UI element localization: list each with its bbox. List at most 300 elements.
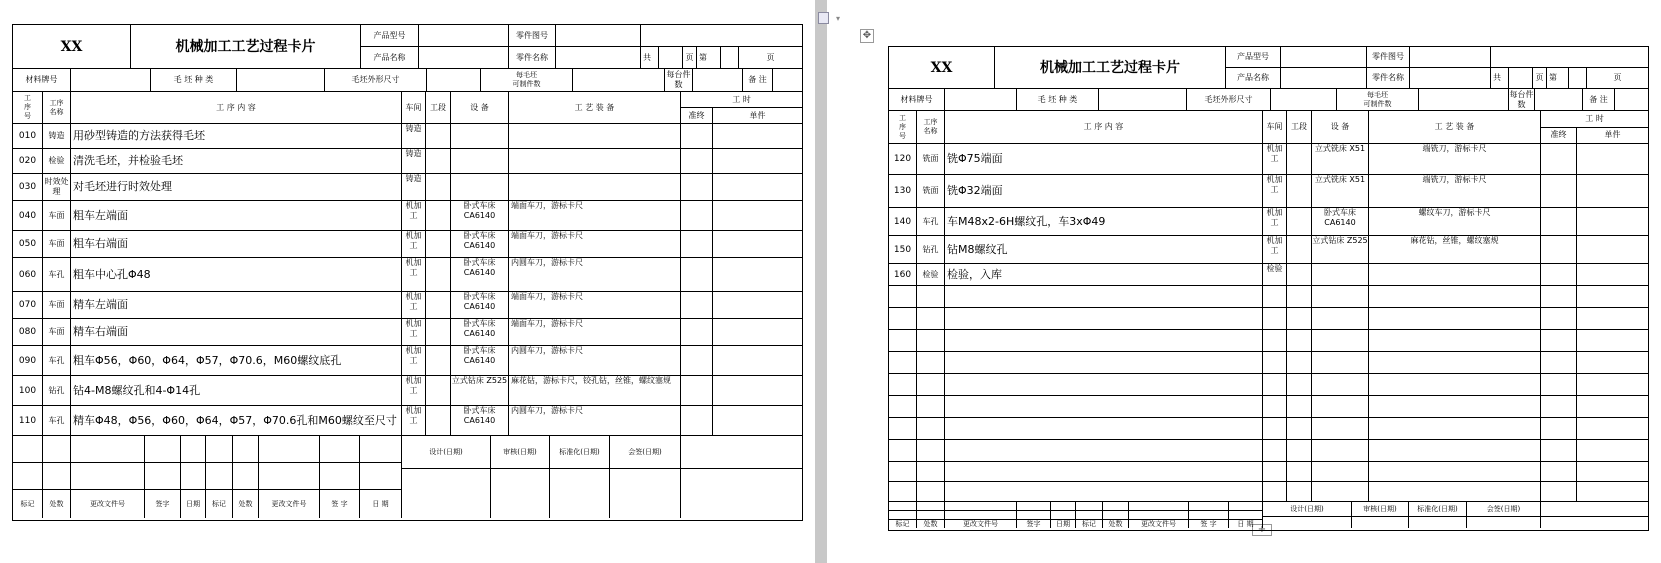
right-row-op-content[interactable]: 钻M8螺纹孔 — [945, 236, 1263, 264]
left-row-unit-time[interactable] — [713, 376, 802, 406]
right-footer-change-doc-2[interactable]: 更改文件号 — [1129, 520, 1189, 528]
right-row-tooling[interactable]: 端铣刀，游标卡尺 — [1369, 175, 1541, 208]
right-remarks-value[interactable] — [1615, 89, 1648, 111]
right-row-tooling[interactable] — [1369, 418, 1541, 440]
right-standard-date-value[interactable] — [1409, 517, 1467, 528]
right-row-op-content[interactable]: 铣Φ32端面 — [945, 175, 1263, 208]
right-row-op-name[interactable] — [917, 330, 945, 352]
right-header-blank[interactable] — [1491, 47, 1648, 68]
right-row-unit-time[interactable] — [1577, 144, 1648, 175]
left-row-op-content[interactable]: 用砂型铸造的方法获得毛坯 — [71, 124, 402, 149]
left-col-workshop[interactable]: 车间 — [402, 92, 426, 124]
left-nth-label[interactable]: 第 — [697, 47, 721, 69]
right-page-label-2[interactable]: 页 — [1587, 68, 1648, 89]
right-row-section[interactable] — [1287, 374, 1312, 396]
right-per-unit-value[interactable] — [1535, 89, 1583, 111]
chevron-down-icon[interactable]: ▾ — [836, 14, 841, 23]
left-row-prep-time[interactable] — [681, 201, 713, 231]
left-row-prep-time[interactable] — [681, 376, 713, 406]
left-col-time[interactable]: 工 时 — [681, 92, 802, 108]
right-row-section[interactable] — [1287, 352, 1312, 374]
right-row-op-no[interactable]: 150 — [889, 236, 917, 264]
right-row-section[interactable] — [1287, 462, 1312, 482]
left-footer-blank-cell[interactable] — [320, 463, 360, 490]
left-row-op-name[interactable]: 车面 — [43, 201, 71, 231]
right-col-equipment[interactable]: 设 备 — [1312, 111, 1369, 144]
right-col-op-no[interactable]: 工 序 号 — [889, 111, 917, 144]
right-row-prep-time[interactable] — [1541, 440, 1577, 462]
left-footer-blank-cell[interactable] — [71, 436, 145, 463]
left-per-blank-label[interactable]: 每毛坯 可制件数 — [481, 69, 573, 92]
left-row-prep-time[interactable] — [681, 174, 713, 201]
right-design-date[interactable]: 设计(日期) — [1263, 502, 1352, 517]
right-col-op-content[interactable]: 工 序 内 容 — [945, 111, 1263, 144]
right-row-op-no[interactable]: 130 — [889, 175, 917, 208]
right-row-section[interactable] — [1287, 482, 1312, 502]
left-row-workshop[interactable]: 机加工 — [402, 346, 426, 376]
left-logo[interactable]: XX — [13, 25, 131, 69]
left-page-label-2[interactable]: 页 — [739, 47, 802, 69]
left-row-prep-time[interactable] — [681, 346, 713, 376]
left-row-tooling[interactable] — [509, 174, 681, 201]
right-row-unit-time[interactable] — [1577, 482, 1648, 502]
right-row-op-no[interactable] — [889, 286, 917, 308]
right-footer-blank-cell[interactable] — [1017, 502, 1051, 511]
right-footer-blank-cell[interactable] — [1103, 502, 1129, 511]
right-row-section[interactable] — [1287, 286, 1312, 308]
left-product-name-value[interactable] — [419, 47, 509, 69]
right-row-workshop[interactable] — [1263, 418, 1287, 440]
right-row-equipment[interactable] — [1312, 352, 1369, 374]
right-row-unit-time[interactable] — [1577, 418, 1648, 440]
right-footer-blank-cell[interactable] — [1129, 511, 1189, 520]
right-col-workshop[interactable]: 车间 — [1263, 111, 1287, 144]
right-row-equipment[interactable] — [1312, 286, 1369, 308]
left-footer-date[interactable]: 日期 — [181, 490, 206, 518]
right-row-op-no[interactable] — [889, 308, 917, 330]
right-footer-blank-cell[interactable] — [1189, 511, 1229, 520]
left-row-op-no[interactable]: 060 — [13, 258, 43, 292]
right-row-op-no[interactable] — [889, 374, 917, 396]
right-blank-type-label[interactable]: 毛 坯 种 类 — [1017, 89, 1099, 111]
left-row-op-no[interactable]: 110 — [13, 406, 43, 436]
right-footer-blank-cell[interactable] — [945, 502, 1017, 511]
right-footer-blank-cell[interactable] — [1017, 511, 1051, 520]
right-footer-mark[interactable]: 标记 — [889, 520, 917, 528]
right-row-workshop[interactable] — [1263, 482, 1287, 502]
left-product-model-label[interactable]: 产品型号 — [361, 25, 419, 47]
left-product-name-label[interactable]: 产品名称 — [361, 47, 419, 69]
table-add-row-icon[interactable]: + — [1252, 524, 1272, 536]
right-footer-signature-2[interactable]: 签 字 — [1189, 520, 1229, 528]
left-row-workshop[interactable]: 机加工 — [402, 231, 426, 258]
left-row-op-content[interactable]: 清洗毛坯，并检验毛坯 — [71, 149, 402, 174]
left-blank-type-value[interactable] — [237, 69, 325, 92]
right-logo[interactable]: XX — [889, 47, 995, 89]
left-row-unit-time[interactable] — [713, 201, 802, 231]
left-part-drawing-value[interactable] — [556, 25, 641, 47]
right-per-unit-label[interactable]: 每台件数 — [1509, 89, 1535, 111]
right-row-op-no[interactable]: 120 — [889, 144, 917, 175]
left-footer-blank-cell[interactable] — [206, 463, 233, 490]
right-row-op-content[interactable] — [945, 286, 1263, 308]
right-row-tooling[interactable] — [1369, 374, 1541, 396]
right-blank-size-label[interactable]: 毛坯外形尺寸 — [1187, 89, 1271, 111]
right-footer-blank-cell[interactable] — [1129, 502, 1189, 511]
right-row-workshop[interactable] — [1263, 352, 1287, 374]
left-footer-blank-cell[interactable] — [181, 436, 206, 463]
left-row-unit-time[interactable] — [713, 319, 802, 346]
left-footer-blank-cell[interactable] — [206, 436, 233, 463]
right-per-blank-label[interactable]: 每毛坯 可制件数 — [1337, 89, 1419, 111]
left-row-op-name[interactable]: 车孔 — [43, 346, 71, 376]
left-standard-date[interactable]: 标准化(日期) — [550, 436, 610, 469]
right-row-equipment[interactable] — [1312, 418, 1369, 440]
right-row-section[interactable] — [1287, 308, 1312, 330]
left-card-title[interactable]: 机械加工工艺过程卡片 — [131, 25, 361, 69]
right-row-op-name[interactable]: 车孔 — [917, 208, 945, 236]
right-per-blank-value[interactable] — [1419, 89, 1509, 111]
left-row-op-no[interactable]: 020 — [13, 149, 43, 174]
left-row-unit-time[interactable] — [713, 124, 802, 149]
right-row-unit-time[interactable] — [1577, 396, 1648, 418]
right-row-section[interactable] — [1287, 440, 1312, 462]
left-row-workshop[interactable]: 机加工 — [402, 406, 426, 436]
left-footer-blank-cell[interactable] — [360, 463, 402, 490]
left-header-blank[interactable] — [641, 25, 802, 47]
right-footer-blank-cell[interactable] — [1051, 511, 1076, 520]
right-footer-blank-cell[interactable] — [1189, 502, 1229, 511]
right-row-op-name[interactable]: 铣面 — [917, 144, 945, 175]
right-row-op-name[interactable]: 检验 — [917, 264, 945, 286]
right-row-unit-time[interactable] — [1577, 352, 1648, 374]
left-nth-value[interactable] — [721, 47, 739, 69]
left-part-drawing-label[interactable]: 零件图号 — [509, 25, 556, 47]
right-row-op-content[interactable] — [945, 308, 1263, 330]
right-row-op-name[interactable] — [917, 352, 945, 374]
right-row-tooling[interactable] — [1369, 462, 1541, 482]
left-row-prep-time[interactable] — [681, 149, 713, 174]
left-row-section[interactable] — [426, 346, 451, 376]
left-remarks-value[interactable] — [773, 69, 802, 92]
left-row-op-name[interactable]: 钻孔 — [43, 376, 71, 406]
right-row-op-content[interactable]: 车M48x2-6H螺纹孔，车3xΦ49 — [945, 208, 1263, 236]
left-row-prep-time[interactable] — [681, 231, 713, 258]
left-per-unit-label[interactable]: 每台件数 — [665, 69, 693, 92]
table-move-handle-icon[interactable]: ✥ — [860, 29, 874, 43]
left-row-equipment[interactable]: 卧式车床 CA6140 — [451, 406, 509, 436]
right-row-prep-time[interactable] — [1541, 352, 1577, 374]
left-row-workshop[interactable]: 铸造 — [402, 174, 426, 201]
right-countersign-date-value[interactable] — [1467, 517, 1541, 528]
right-row-op-content[interactable] — [945, 418, 1263, 440]
left-row-op-content[interactable]: 粗车左端面 — [71, 201, 402, 231]
left-row-equipment[interactable]: 卧式车床 CA6140 — [451, 319, 509, 346]
left-per-blank-value[interactable] — [573, 69, 665, 92]
right-standard-date[interactable]: 标准化(日期) — [1409, 502, 1467, 517]
right-row-equipment[interactable] — [1312, 374, 1369, 396]
right-row-tooling[interactable] — [1369, 396, 1541, 418]
right-row-tooling[interactable] — [1369, 308, 1541, 330]
left-row-tooling[interactable]: 端面车刀，游标卡尺 — [509, 231, 681, 258]
left-design-date[interactable]: 设计(日期) — [402, 436, 491, 469]
left-row-tooling[interactable]: 麻花钻，游标卡尺，铰孔钻，丝锥，螺纹塞规 — [509, 376, 681, 406]
left-row-prep-time[interactable] — [681, 258, 713, 292]
left-col-op-content[interactable]: 工 序 内 容 — [71, 92, 402, 124]
right-countersign-date[interactable]: 会签(日期) — [1467, 502, 1541, 517]
right-row-op-content[interactable] — [945, 462, 1263, 482]
right-review-date[interactable]: 审核(日期) — [1352, 502, 1409, 517]
right-footer-blank-cell[interactable] — [917, 502, 945, 511]
right-row-prep-time[interactable] — [1541, 462, 1577, 482]
left-row-tooling[interactable]: 内圆车刀，游标卡尺 — [509, 258, 681, 292]
right-col-tooling[interactable]: 工 艺 装 备 — [1369, 111, 1541, 144]
right-material-value[interactable] — [945, 89, 1017, 111]
left-footer-blank-cell[interactable] — [43, 436, 71, 463]
right-row-equipment[interactable] — [1312, 330, 1369, 352]
left-row-op-content[interactable]: 粗车中心孔Φ48 — [71, 258, 402, 292]
left-row-section[interactable] — [426, 124, 451, 149]
left-row-equipment[interactable]: 立式钻床 Z525 — [451, 376, 509, 406]
right-row-tooling[interactable] — [1369, 330, 1541, 352]
right-row-op-name[interactable] — [917, 418, 945, 440]
right-remarks-label[interactable]: 备 注 — [1583, 89, 1615, 111]
right-row-unit-time[interactable] — [1577, 374, 1648, 396]
right-row-workshop[interactable] — [1263, 308, 1287, 330]
right-row-equipment[interactable]: 立式铣床 X51 — [1312, 144, 1369, 175]
right-row-equipment[interactable] — [1312, 440, 1369, 462]
right-blank-type-value[interactable] — [1099, 89, 1187, 111]
right-row-op-name[interactable] — [917, 286, 945, 308]
left-material-label[interactable]: 材料牌号 — [13, 69, 71, 92]
right-footer-mark-2[interactable]: 标记 — [1076, 520, 1103, 528]
left-footer-blank-cell[interactable] — [320, 436, 360, 463]
left-col-equipment[interactable]: 设 备 — [451, 92, 509, 124]
right-design-date-value[interactable] — [1263, 517, 1352, 528]
right-total-value[interactable] — [1509, 68, 1533, 89]
right-row-section[interactable] — [1287, 418, 1312, 440]
left-row-op-name[interactable]: 车面 — [43, 292, 71, 319]
left-footer-mark[interactable]: 标记 — [13, 490, 43, 518]
left-row-section[interactable] — [426, 292, 451, 319]
right-row-tooling[interactable] — [1369, 286, 1541, 308]
right-row-workshop[interactable]: 机加工 — [1263, 208, 1287, 236]
right-row-op-no[interactable] — [889, 462, 917, 482]
left-row-equipment[interactable]: 卧式车床 CA6140 — [451, 258, 509, 292]
left-row-op-name[interactable]: 时效处理 — [43, 174, 71, 201]
right-part-name-value[interactable] — [1410, 68, 1491, 89]
right-footer-signature[interactable]: 签字 — [1017, 520, 1051, 528]
left-col-tooling[interactable]: 工 艺 装 备 — [509, 92, 681, 124]
left-row-prep-time[interactable] — [681, 319, 713, 346]
right-row-op-content[interactable] — [945, 374, 1263, 396]
left-footer-mark-2[interactable]: 标记 — [206, 490, 233, 518]
right-row-op-no[interactable] — [889, 396, 917, 418]
left-row-op-no[interactable]: 090 — [13, 346, 43, 376]
right-footer-blank-cell[interactable] — [945, 511, 1017, 520]
right-row-prep-time[interactable] — [1541, 330, 1577, 352]
right-card-title[interactable]: 机械加工工艺过程卡片 — [995, 47, 1226, 89]
right-product-name-label[interactable]: 产品名称 — [1226, 68, 1281, 89]
left-row-unit-time[interactable] — [713, 174, 802, 201]
right-footer-blank-cell[interactable] — [889, 502, 917, 511]
right-row-op-content[interactable] — [945, 396, 1263, 418]
right-row-prep-time[interactable] — [1541, 482, 1577, 502]
right-product-name-value[interactable] — [1281, 68, 1367, 89]
left-countersign-date-value[interactable] — [610, 469, 681, 518]
left-row-equipment[interactable]: 卧式车床 CA6140 — [451, 292, 509, 319]
right-row-equipment[interactable]: 立式铣床 X51 — [1312, 175, 1369, 208]
right-row-op-name[interactable] — [917, 440, 945, 462]
left-row-op-name[interactable]: 车孔 — [43, 258, 71, 292]
right-row-unit-time[interactable] — [1577, 264, 1648, 286]
left-row-section[interactable] — [426, 258, 451, 292]
left-footer-blank-cell[interactable] — [233, 463, 259, 490]
right-product-model-value[interactable] — [1281, 47, 1367, 68]
right-approval-blank-value[interactable] — [1541, 517, 1648, 528]
left-footer-blank-cell[interactable] — [71, 463, 145, 490]
right-row-prep-time[interactable] — [1541, 208, 1577, 236]
right-row-equipment[interactable] — [1312, 264, 1369, 286]
left-review-date[interactable]: 审核(日期) — [491, 436, 550, 469]
right-row-workshop[interactable] — [1263, 462, 1287, 482]
left-row-prep-time[interactable] — [681, 124, 713, 149]
right-row-op-content[interactable] — [945, 482, 1263, 502]
left-row-tooling[interactable] — [509, 149, 681, 174]
right-col-unit-time[interactable]: 单件 — [1577, 128, 1648, 145]
right-footer-blank-cell[interactable] — [1076, 511, 1103, 520]
left-row-op-name[interactable]: 铸造 — [43, 124, 71, 149]
left-footer-blank-cell[interactable] — [259, 463, 320, 490]
right-footer-blank-cell[interactable] — [917, 511, 945, 520]
left-row-op-name[interactable]: 车孔 — [43, 406, 71, 436]
left-approval-blank-value[interactable] — [681, 469, 802, 518]
right-row-workshop[interactable] — [1263, 330, 1287, 352]
right-row-unit-time[interactable] — [1577, 175, 1648, 208]
right-row-workshop[interactable]: 机加工 — [1263, 175, 1287, 208]
right-row-workshop[interactable] — [1263, 396, 1287, 418]
left-row-unit-time[interactable] — [713, 258, 802, 292]
left-row-tooling[interactable]: 端面车刀，游标卡尺 — [509, 319, 681, 346]
right-row-workshop[interactable]: 机加工 — [1263, 144, 1287, 175]
left-row-op-content[interactable]: 精车右端面 — [71, 319, 402, 346]
left-approval-blank[interactable] — [681, 436, 802, 469]
right-row-equipment[interactable] — [1312, 482, 1369, 502]
right-row-tooling[interactable]: 螺纹车刀，游标卡尺 — [1369, 208, 1541, 236]
right-row-section[interactable] — [1287, 208, 1312, 236]
right-row-equipment[interactable] — [1312, 308, 1369, 330]
left-part-name-label[interactable]: 零件名称 — [509, 47, 556, 69]
left-row-equipment[interactable] — [451, 149, 509, 174]
right-row-tooling[interactable] — [1369, 352, 1541, 374]
right-row-equipment[interactable]: 卧式车床 CA6140 — [1312, 208, 1369, 236]
left-row-section[interactable] — [426, 201, 451, 231]
left-row-unit-time[interactable] — [713, 406, 802, 436]
left-part-name-value[interactable] — [556, 47, 641, 69]
left-countersign-date[interactable]: 会签(日期) — [610, 436, 681, 469]
left-material-value[interactable] — [71, 69, 151, 92]
left-col-unit-time[interactable]: 单件 — [713, 108, 802, 124]
right-nth-value[interactable] — [1569, 68, 1587, 89]
left-footer-blank-cell[interactable] — [259, 436, 320, 463]
right-row-unit-time[interactable] — [1577, 330, 1648, 352]
left-footer-blank-cell[interactable] — [43, 463, 71, 490]
right-total-label[interactable]: 共 — [1491, 68, 1509, 89]
left-footer-signature[interactable]: 签字 — [145, 490, 181, 518]
left-row-prep-time[interactable] — [681, 406, 713, 436]
right-approval-blank[interactable] — [1541, 502, 1648, 517]
left-row-section[interactable] — [426, 406, 451, 436]
left-footer-blank-cell[interactable] — [181, 463, 206, 490]
left-row-equipment[interactable]: 卧式车床 CA6140 — [451, 231, 509, 258]
right-footer-blank-cell[interactable] — [889, 511, 917, 520]
right-row-op-no[interactable] — [889, 352, 917, 374]
left-row-tooling[interactable]: 内圆车刀，游标卡尺 — [509, 406, 681, 436]
left-row-op-no[interactable]: 040 — [13, 201, 43, 231]
left-blank-size-label[interactable]: 毛坯外形尺寸 — [325, 69, 427, 92]
left-product-model-value[interactable] — [419, 25, 509, 47]
right-row-op-content[interactable]: 检验，入库 — [945, 264, 1263, 286]
right-row-op-name[interactable] — [917, 308, 945, 330]
right-row-op-no[interactable]: 140 — [889, 208, 917, 236]
left-row-workshop[interactable]: 机加工 — [402, 201, 426, 231]
left-col-prep-time[interactable]: 准终 — [681, 108, 713, 124]
right-row-op-content[interactable]: 铣Φ75端面 — [945, 144, 1263, 175]
right-col-op-name[interactable]: 工序 名称 — [917, 111, 945, 144]
right-row-op-name[interactable] — [917, 374, 945, 396]
right-row-tooling[interactable]: 麻花钻，丝锥，螺纹塞规 — [1369, 236, 1541, 264]
left-footer-signature-2[interactable]: 签 字 — [320, 490, 360, 518]
left-row-workshop[interactable]: 机加工 — [402, 292, 426, 319]
right-row-unit-time[interactable] — [1577, 462, 1648, 482]
left-row-equipment[interactable] — [451, 124, 509, 149]
left-row-op-content[interactable]: 精车左端面 — [71, 292, 402, 319]
right-row-prep-time[interactable] — [1541, 396, 1577, 418]
right-row-op-no[interactable] — [889, 418, 917, 440]
right-col-time[interactable]: 工 时 — [1541, 111, 1648, 128]
left-col-op-no[interactable]: 工 序 号 — [13, 92, 43, 124]
right-material-label[interactable]: 材料牌号 — [889, 89, 945, 111]
left-footer-change-doc[interactable]: 更改文件号 — [71, 490, 145, 518]
right-row-equipment[interactable] — [1312, 462, 1369, 482]
right-row-op-content[interactable] — [945, 440, 1263, 462]
right-footer-blank-cell[interactable] — [1103, 511, 1129, 520]
left-design-date-value[interactable] — [402, 469, 491, 518]
left-blank-size-value[interactable] — [427, 69, 481, 92]
right-col-section[interactable]: 工段 — [1287, 111, 1312, 144]
left-total-label[interactable]: 共 — [641, 47, 659, 69]
left-row-workshop[interactable]: 机加工 — [402, 319, 426, 346]
right-row-op-no[interactable] — [889, 482, 917, 502]
right-row-prep-time[interactable] — [1541, 308, 1577, 330]
right-row-prep-time[interactable] — [1541, 175, 1577, 208]
left-remarks-label[interactable]: 备 注 — [743, 69, 773, 92]
left-col-op-name[interactable]: 工序 名称 — [43, 92, 71, 124]
left-footer-date-2[interactable]: 日 期 — [360, 490, 402, 518]
right-row-section[interactable] — [1287, 175, 1312, 208]
left-footer-place-count[interactable]: 处数 — [43, 490, 71, 518]
left-page-label[interactable]: 页 — [683, 47, 697, 69]
left-standard-date-value[interactable] — [550, 469, 610, 518]
left-row-unit-time[interactable] — [713, 292, 802, 319]
left-row-tooling[interactable]: 端面车刀，游标卡尺 — [509, 201, 681, 231]
left-row-op-name[interactable]: 车面 — [43, 231, 71, 258]
left-row-tooling[interactable] — [509, 124, 681, 149]
right-row-tooling[interactable]: 端铣刀，游标卡尺 — [1369, 144, 1541, 175]
right-row-unit-time[interactable] — [1577, 308, 1648, 330]
right-row-op-no[interactable] — [889, 330, 917, 352]
right-row-prep-time[interactable] — [1541, 374, 1577, 396]
